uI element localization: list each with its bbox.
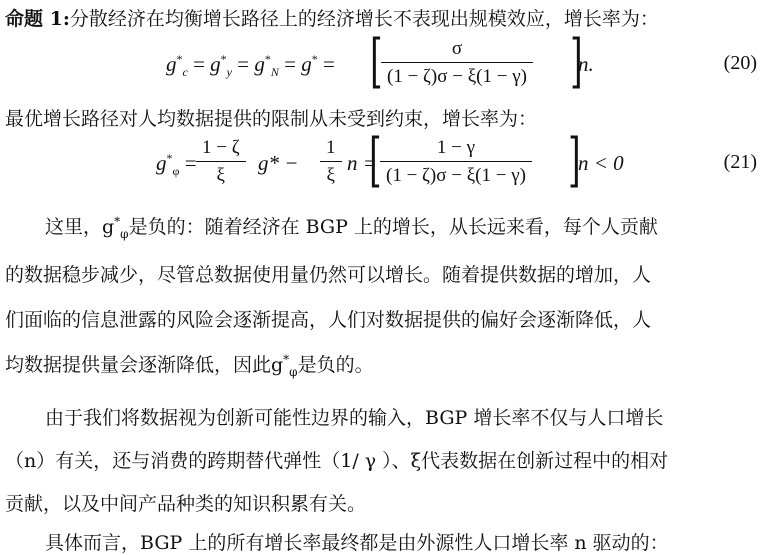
equation-21-fraction bbox=[380, 137, 532, 187]
equation-20-lhs: $g^*_c = g^*_y = g^*_N = g^*$ = bbox=[166, 52, 335, 80]
equation-number-21: (21) bbox=[723, 151, 757, 173]
paragraph-2-line-2: （n）有关，还与消费的跨期替代弹性（1/ γ ）、ξ代表数据在创新过程中的相对 bbox=[5, 450, 669, 472]
left-bracket: [ bbox=[370, 27, 383, 95]
paragraph-1-line-4: 均数据提供量会逐渐降低，因此$g^*_\varphi$是负的。 bbox=[5, 352, 374, 379]
eq20-numerator: σ bbox=[381, 38, 533, 63]
eq21-fraction-1: $\frac{1 - \zeta}{\xi}$ bbox=[196, 137, 246, 187]
equation-21-lhs: $g^*_\varphi$ = bbox=[156, 151, 197, 179]
proposition-text: 分散经济在均衡增长路径上的经济增长不表现出规模效应，增长率为： bbox=[69, 8, 659, 30]
proposition-line bbox=[5, 4, 659, 31]
paragraph-1-line-1: 这里，$g^*_\varphi$是负的：随着经济在 BGP 上的增长，从长远来看，每个人贡献 bbox=[45, 214, 658, 241]
paragraph-1-line-3: 们面临的信息泄露的风险会逐渐提高，人们对数据提供的偏好会逐渐降低，人 bbox=[5, 309, 652, 331]
eq21-denominator: (1 − ζ)σ − ξ(1 − γ) bbox=[386, 165, 526, 186]
left-bracket-21: [ bbox=[369, 126, 382, 194]
equation-number-20: (20) bbox=[723, 52, 757, 74]
proposition-label: 命题 1: bbox=[5, 8, 70, 30]
paragraph-2-line-3: 贡献，以及中间产品种类的知识积累有关。 bbox=[5, 493, 367, 515]
paragraph-1-line-2: 的数据稳步减少，尽管总数据使用量仍然可以增长。随着提供数据的增加，人 bbox=[5, 264, 652, 286]
eq21-after: n = bbox=[347, 151, 377, 175]
paragraph-3-line-1: 具体而言，BGP 上的所有增长率最终都是由外源性人口增长率 n 驱动的： bbox=[45, 532, 669, 554]
eq20-denominator: (1 − ζ)σ − ξ(1 − γ) bbox=[387, 66, 527, 87]
paragraph-2-line-1: 由于我们将数据视为创新可能性边界的输入，BGP 增长率不仅与人口增长 bbox=[45, 407, 664, 429]
optimal-path-line: 最优增长路径对人均数据提供的限制从未受到约束，增长率为： bbox=[5, 108, 538, 130]
equation-20-fraction bbox=[381, 38, 533, 88]
right-bracket: ] bbox=[570, 27, 583, 95]
eq21-fraction-2: $\frac{1}{\xi}$ bbox=[320, 137, 342, 187]
right-bracket-21: ] bbox=[568, 126, 581, 194]
eq21-tail: n < 0 bbox=[578, 151, 624, 175]
eq21-mid: g* − bbox=[258, 151, 299, 175]
eq21-numerator: 1 − γ bbox=[380, 137, 532, 162]
eq20-tail: n. bbox=[578, 52, 594, 76]
